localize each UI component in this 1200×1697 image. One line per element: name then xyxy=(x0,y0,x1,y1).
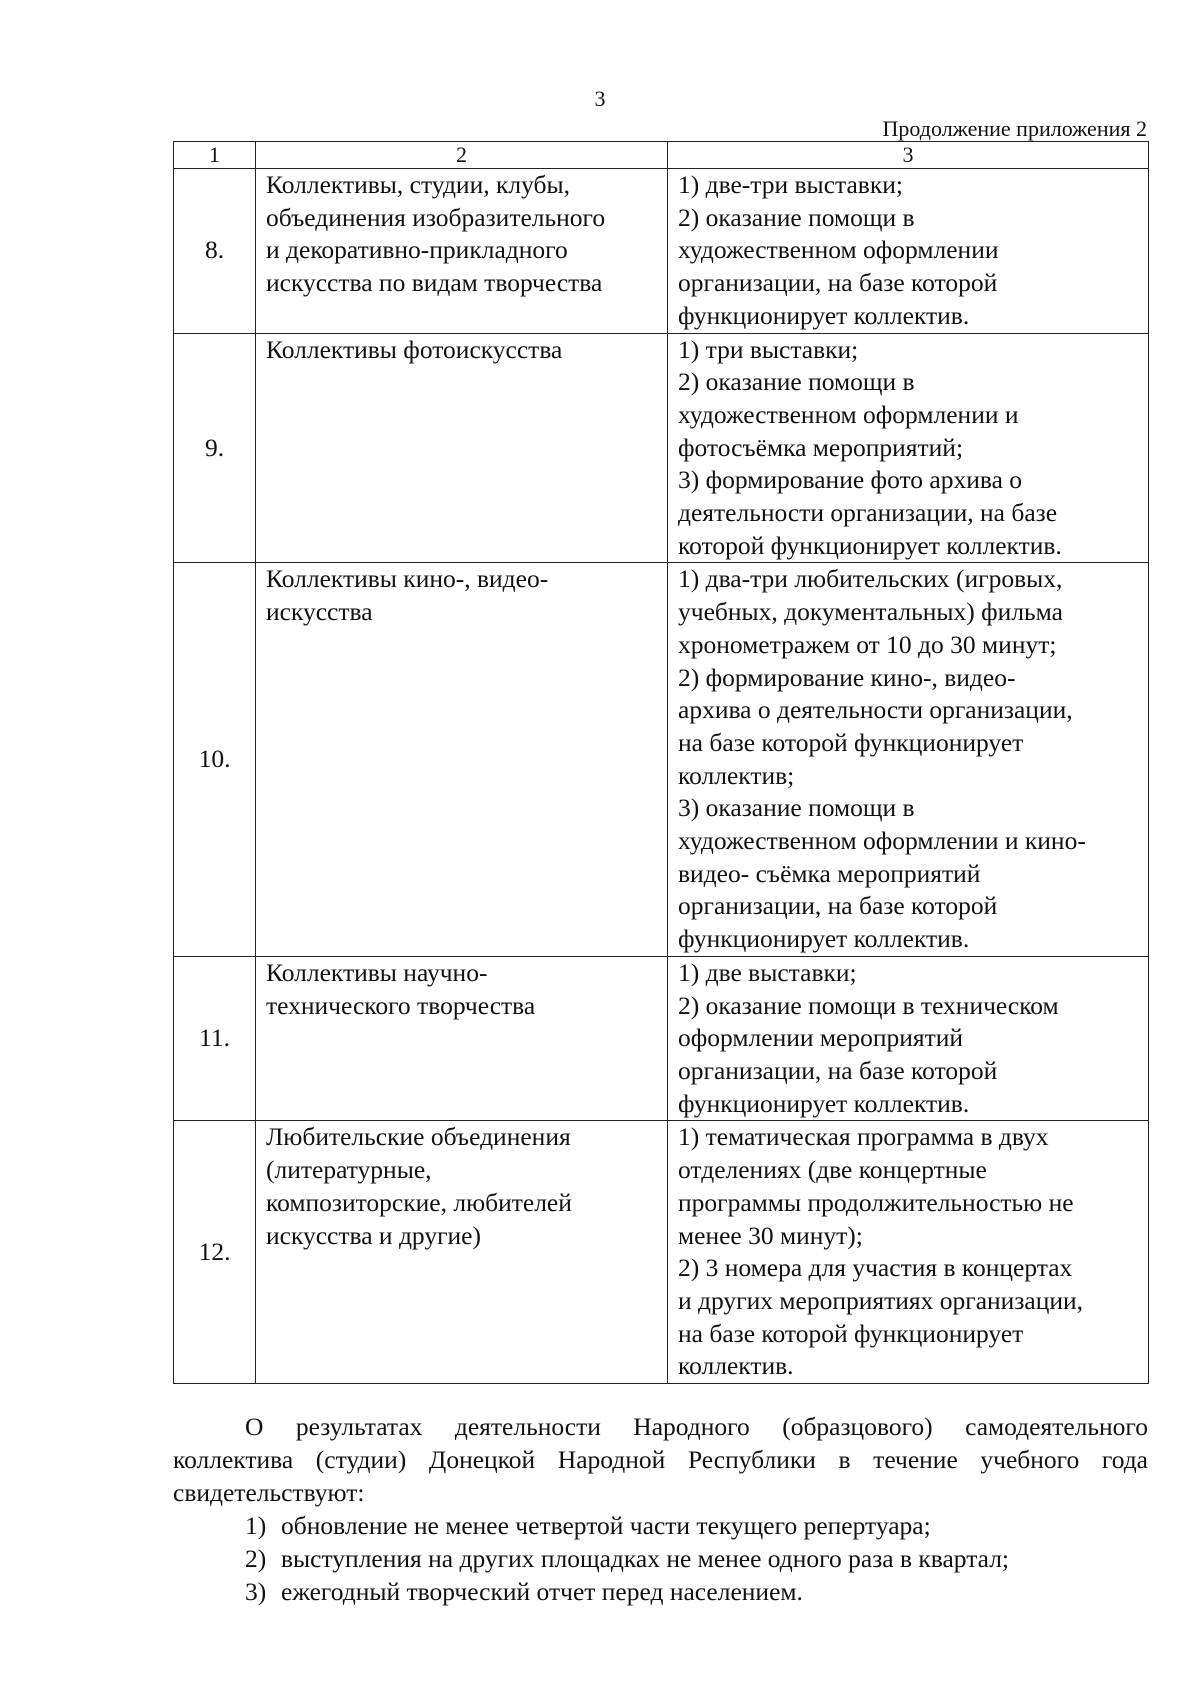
column-header-number: 1 xyxy=(174,142,256,169)
cell-text-line: Коллективы фотоискусства xyxy=(266,334,563,364)
cell-text-line: искусства и другие) xyxy=(266,1220,481,1250)
cell-text-line: коллектив; xyxy=(678,760,795,790)
row-number-cell: 8. xyxy=(174,169,256,334)
cell-text-line: 1) три выставки; xyxy=(678,334,859,364)
cell-text-line: Коллективы научно- xyxy=(266,957,488,987)
cell-text-line: функционирует коллектив. xyxy=(678,300,970,330)
cell-text-line: объединения изобразительного xyxy=(266,202,606,232)
requirements-cell xyxy=(668,169,1149,334)
cell-text-line: искусства xyxy=(266,597,373,627)
cell-text-line: 1) две выставки; xyxy=(678,957,857,987)
cell-text-line: Любительские объединения xyxy=(266,1122,571,1152)
cell-text-line: 3) формирование фото архива о xyxy=(678,465,1023,495)
cell-text-line: менее 30 минут); xyxy=(678,1220,863,1250)
cell-text-line: на базе которой функционирует xyxy=(678,727,1024,757)
list-item-marker: 3) xyxy=(245,1577,267,1606)
table-row xyxy=(174,956,1149,1121)
list-item-text: обновление не менее четвертой части текущего репертуара; xyxy=(281,1511,931,1540)
cell-text-line: и декоративно-прикладного xyxy=(266,235,568,265)
cell-text-line: художественном оформлении и xyxy=(678,399,1019,429)
cell-text-line: композиторские, любителей xyxy=(266,1187,572,1217)
cell-text-line: учебных, документальных) фильма xyxy=(678,597,1063,627)
cell-text-line: отделениях (две концертные xyxy=(678,1155,987,1185)
list-item xyxy=(245,1509,1009,1542)
cell-text-line: 2) формирование кино-, видео- xyxy=(678,662,1016,692)
cell-text-line: фотосъёмка мероприятий; xyxy=(678,432,964,462)
appendix-continuation-label: Продолжение приложения 2 xyxy=(882,116,1147,141)
row-number-cell: 12. xyxy=(174,1121,256,1384)
cell-text-line: 2) 3 номера для участия в концертах xyxy=(678,1253,1073,1283)
table-row xyxy=(174,563,1149,956)
cell-text-line: 1) две-три выставки; xyxy=(678,170,903,199)
list-item-marker: 2) xyxy=(245,1544,267,1573)
requirements-cell xyxy=(668,956,1149,1121)
collective-type-cell xyxy=(256,563,668,956)
table-body xyxy=(174,169,1149,1384)
cell-text-line: деятельности организации, на базе xyxy=(678,498,1058,528)
cell-text-line: Коллективы кино-, видео- xyxy=(266,564,549,594)
cell-text-line: 2) оказание помощи в xyxy=(678,202,915,232)
cell-text-line: художественном оформлении и кино- xyxy=(678,826,1086,856)
requirements-cell xyxy=(668,563,1149,956)
cell-text-line: 1) два-три любительских (игровых, xyxy=(678,564,1063,594)
paragraph-line: коллектива (студии) Донецкой Народной Республики в течение учебного года xyxy=(173,1445,1148,1474)
cell-text-line: технического творчества xyxy=(266,990,536,1020)
cell-text-line: оформлении мероприятий xyxy=(678,1023,964,1053)
table-row xyxy=(174,169,1149,334)
cell-text-line: 2) оказание помощи в xyxy=(678,367,915,397)
cell-text-line: организации, на базе которой xyxy=(678,268,998,298)
paragraph-line: О результатах деятельности Народного (образцового) самодеятельного xyxy=(245,1412,1148,1441)
results-paragraph xyxy=(173,1410,1148,1509)
cell-text-line: и других мероприятиях организации, xyxy=(678,1285,1084,1315)
cell-text-line: программы продолжительностью не xyxy=(678,1187,1074,1217)
appendix-table xyxy=(173,141,1149,1384)
collective-type-cell xyxy=(256,333,668,563)
list-item-text: ежегодный творческий отчет перед населением. xyxy=(281,1577,803,1606)
column-header-type: 2 xyxy=(256,142,668,169)
cell-text-line: архива о деятельности организации, xyxy=(678,695,1073,725)
cell-text-line: искусства по видам творчества xyxy=(266,268,603,298)
table-row xyxy=(174,333,1149,563)
cell-text-line: художественном оформлении xyxy=(678,235,999,265)
collective-type-cell xyxy=(256,1121,668,1384)
cell-text-line: (литературные, xyxy=(266,1155,432,1185)
cell-text-line: которой функционирует коллектив. xyxy=(678,530,1062,560)
collective-type-cell xyxy=(256,169,668,334)
cell-text-line: видео- съёмка мероприятий xyxy=(678,858,981,888)
cell-text-line: хронометражем от 10 до 30 минут; xyxy=(678,629,1057,659)
cell-text-line: организации, на базе которой xyxy=(678,891,998,921)
list-item xyxy=(245,1575,1009,1608)
cell-text-line: 2) оказание помощи в техническом xyxy=(678,990,1059,1020)
results-list xyxy=(245,1509,1009,1608)
row-number-cell: 10. xyxy=(174,563,256,956)
row-number-cell: 11. xyxy=(174,956,256,1121)
row-number-cell: 9. xyxy=(174,333,256,563)
collective-type-cell xyxy=(256,956,668,1121)
paragraph-line: свидетельствуют: xyxy=(173,1478,365,1507)
requirements-cell xyxy=(668,333,1149,563)
list-item xyxy=(245,1542,1009,1575)
cell-text-line: коллектив. xyxy=(678,1351,794,1381)
page-number: 3 xyxy=(594,86,606,111)
cell-text-line: 3) оказание помощи в xyxy=(678,793,915,823)
cell-text-line: Коллективы, студии, клубы, xyxy=(266,170,570,199)
list-item-text: выступления на других площадках не менее одного раза в квартал; xyxy=(281,1544,1010,1573)
cell-text-line: функционирует коллектив. xyxy=(678,1088,970,1118)
cell-text-line: организации, на базе которой xyxy=(678,1055,998,1085)
cell-text-line: 1) тематическая программа в двух xyxy=(678,1122,1049,1152)
requirements-cell xyxy=(668,1121,1149,1384)
table-header-row xyxy=(174,142,1149,169)
list-item-marker: 1) xyxy=(245,1511,267,1540)
cell-text-line: на базе которой функционирует xyxy=(678,1318,1024,1348)
cell-text-line: функционирует коллектив. xyxy=(678,924,970,954)
table-row xyxy=(174,1121,1149,1384)
column-header-requirements: 3 xyxy=(668,142,1149,169)
